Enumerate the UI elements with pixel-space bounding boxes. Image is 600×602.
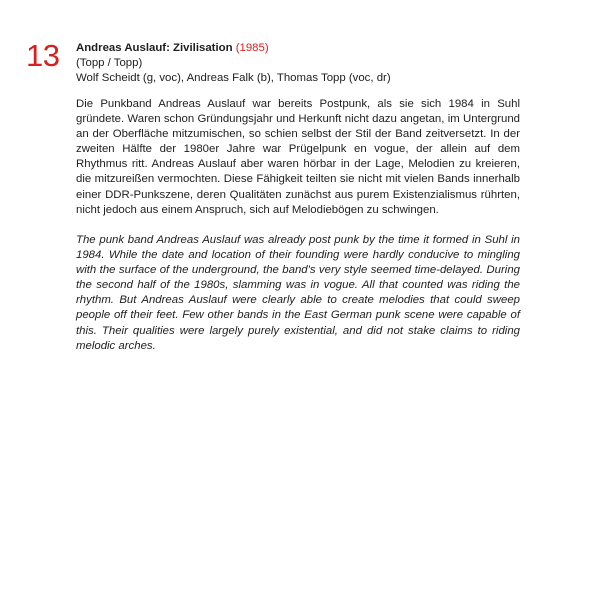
track-year: (1985) xyxy=(235,42,269,54)
track-number: 13 xyxy=(26,38,60,73)
english-paragraph: The punk band Andreas Auslauf was already post punk by the time it formed in Suhl in 1984. While the date and location of their founding were hardly conducive to mingling with the surface of the underground, the band's very style seemed time-delayed. During the second half of the 1980s, slamming was in vogue. All that counted was riding the rhythm. But Andreas Auslauf were clearly able to create melodies that could sweep people off their feet. Few other bands in the East German punk scene were capable of this. Their qualities were largely purely existential, and did not stake claims to riding melodic arches. xyxy=(76,234,520,352)
track-header xyxy=(76,41,576,86)
german-description xyxy=(76,97,520,218)
track-title-line xyxy=(76,41,576,56)
german-paragraph: Die Punkband Andreas Auslauf war bereits Postpunk, als sie sich 1984 in Suhl gründete. Waren schon Gründungsjahr und Herkunft nicht dazu angetan, im Untergrund an der Oberfläche mitzumischen, so schien selbst der Stil der Band zeitversetzt. In der zweiten Hälfte der 1980er Jahre war Prügelpunk en vogue, der allein auf dem Rhythmus ritt. Andreas Auslauf aber waren hörbar in der Lage, Melodien zu kreieren, die mitzureißen vermochten. Diese Fähigkeit teilten sie nicht mit vielen Bands innerhalb einer DDR-Punkszene, deren Qualitäten zunächst aus purem Existenzialismus rührten, nicht jedoch aus einem Anspruch, sich auf Melodiebögen zu schwingen. xyxy=(76,98,520,216)
track-title: Andreas Auslauf: Zivilisation xyxy=(76,42,233,54)
track-personnel: Wolf Scheidt (g, voc), Andreas Falk (b), Thomas Topp (voc, dr) xyxy=(76,72,391,84)
english-description xyxy=(76,233,520,354)
track-credits: (Topp / Topp) xyxy=(76,57,143,69)
